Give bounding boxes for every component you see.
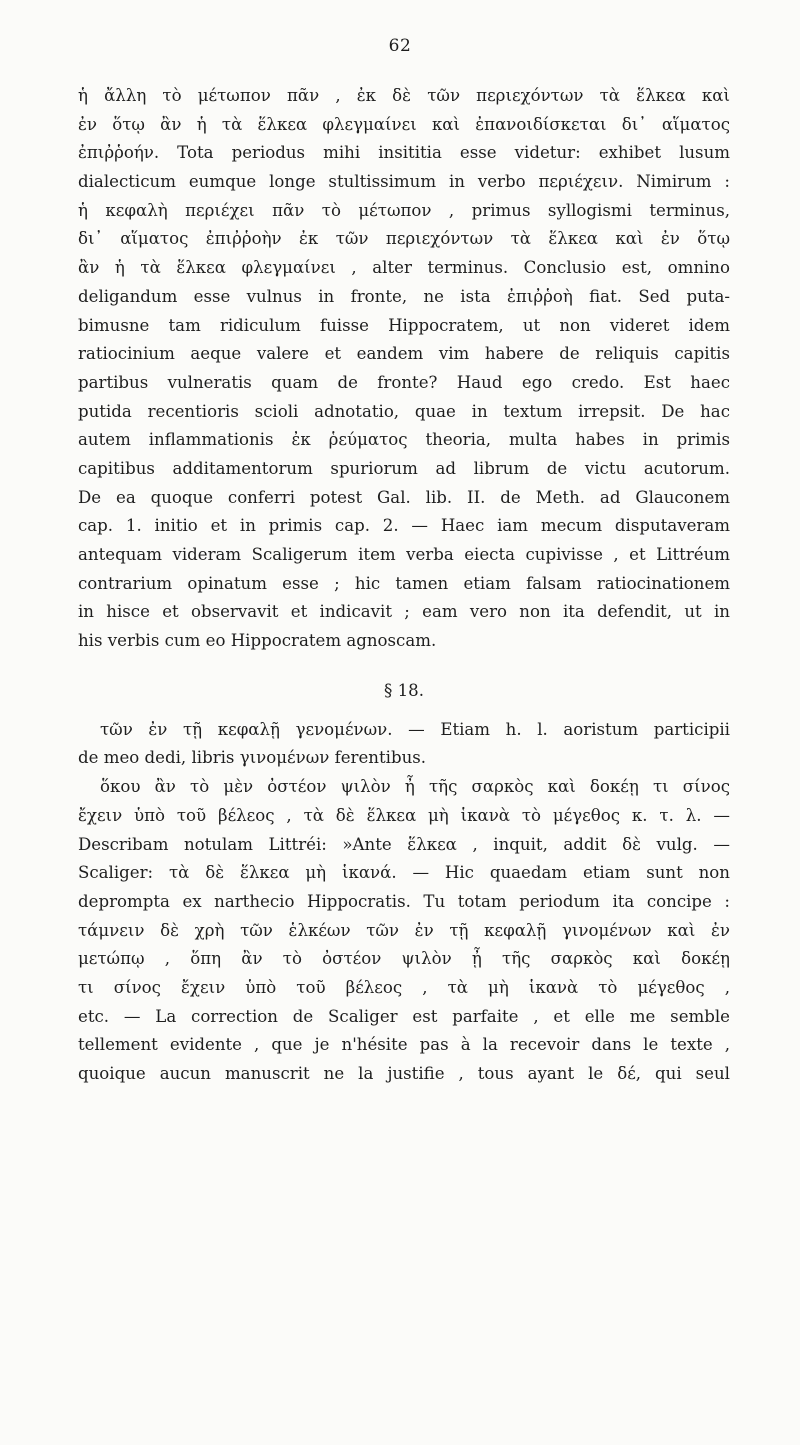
text-line: capitibus additamentorum spuriorum ad librum de victu acutorum. xyxy=(78,458,730,478)
text-line: τῶν ἐν τῇ κεφαλῇ γενομένων. — Etiam h. l. aoristum participii xyxy=(100,719,730,739)
text-line: ὅκου ἂν τὸ μὲν ὀστέον ψιλὸν ἦ τῆς σαρκὸς καὶ δοκέῃ τι σίνος xyxy=(100,777,730,797)
text-line: antequam videram Scaligerum item verba eiecta cupivisse , et Littréum xyxy=(78,545,730,564)
text-line: ἡ ἄλλη τὸ μέτωπον πᾶν , ἐκ δὲ τῶν περιεχόντων τὰ ἕλκεα καὶ xyxy=(78,86,730,105)
text-line: deprompta ex narthecio Hippocratis. Tu totam periodum ita concipe : xyxy=(78,891,730,911)
text-line: in hisce et observavit et indicavit ; eam vero non ita defendit, ut in xyxy=(78,602,730,622)
text-line: de meo dedi, libris γινομένων ferentibus. xyxy=(78,748,427,768)
text-line: dialecticum eumque longe stultissimum in verbo περιέχειν. Nimirum : xyxy=(78,172,730,192)
text-line: autem inflammationis ἐκ ῥεύματος theoria, multa habes in primis xyxy=(78,430,730,450)
section-paragraph xyxy=(78,716,730,1089)
text-line: deligandum esse vulnus in fronte, ne ista ἐπιῤῥοὴ fiat. Sed puta- xyxy=(78,286,730,306)
commentary-paragraph xyxy=(78,82,730,656)
text-line: bimusne tam ridiculum fuisse Hippocratem, ut non videret idem xyxy=(78,315,730,335)
text-line: his verbis cum eo Hippocratem agnoscam. xyxy=(78,631,437,651)
text-line: τι σίνος ἔχειν ὑπὸ τοῦ βέλεος , τὰ μὴ ἱκανὰ τὸ μέγεθος , xyxy=(78,977,730,997)
text-line: tellement evidente , que je n'hésite pas à la recevoir dans le texte , xyxy=(78,1035,730,1055)
text-line: ἐπιῤῥοήν. Tota periodus mihi insititia esse videtur: exhibet lusum xyxy=(78,143,730,163)
text-line: ἐν ὅτῳ ἂν ἡ τὰ ἕλκεα φλεγμαίνει καὶ ἐπανοιδίσκεται δι᾽ αἵματος xyxy=(78,114,730,134)
text-line: ratiocinium aeque valere et eandem vim habere de reliquis capitis xyxy=(78,344,730,364)
text-line: contrarium opinatum esse ; hic tamen etiam falsam ratiocinationem xyxy=(78,573,730,593)
main-text xyxy=(78,82,730,1089)
text-line: De ea quoque conferri potest Gal. lib. II. de Meth. ad Glauconem xyxy=(78,487,730,507)
page-number: 62 xyxy=(388,36,412,56)
text-line: ἂν ἡ τὰ ἕλκεα φλεγμαίνει , alter terminus. Conclusio est, omnino xyxy=(78,258,730,278)
text-line: partibus vulneratis quam de fronte? Haud ego credo. Est haec xyxy=(78,372,730,392)
text-line: putida recentioris scioli adnotatio, quae in textum irrepsit. De hac xyxy=(78,401,730,421)
text-line: etc. — La correction de Scaliger est parfaite , et elle me semble xyxy=(78,1006,730,1026)
text-line: cap. 1. initio et in primis cap. 2. — Haec iam mecum disputaveram xyxy=(78,516,730,536)
section-heading: § 18. xyxy=(384,680,424,700)
text-line: Scaliger: τὰ δὲ ἕλκεα μὴ ἱκανά. — Hic quaedam etiam sunt non xyxy=(78,863,730,883)
text-line: δι᾽ αἵματος ἐπιῤῥοὴν ἐκ τῶν περιεχόντων τὰ ἕλκεα καὶ ἐν ὅτῳ xyxy=(78,229,730,249)
text-line: ἔχειν ὑπὸ τοῦ βέλεος , τὰ δὲ ἕλκεα μὴ ἱκανὰ τὸ μέγεθος κ. τ. λ. — xyxy=(78,805,730,825)
text-line: ἡ κεφαλὴ περιέχει πᾶν τὸ μέτωπον , primus syllogismi terminus, xyxy=(78,200,730,220)
text-line: quoique aucun manuscrit ne la justifie , tous ayant le δέ, qui seul xyxy=(78,1064,730,1083)
text-line: τάμνειν δὲ χρὴ τῶν ἑλκέων τῶν ἐν τῇ κεφαλῇ γινομένων καὶ ἐν xyxy=(78,920,730,940)
text-line: Describam notulam Littréi: »Ante ἕλκεα , inquit, addit δὲ vulg. — xyxy=(78,834,730,854)
text-line: μετώπῳ , ὅπη ἂν τὸ ὀστέον ψιλὸν ᾖ τῆς σαρκὸς καὶ δοκέῃ xyxy=(78,949,730,969)
